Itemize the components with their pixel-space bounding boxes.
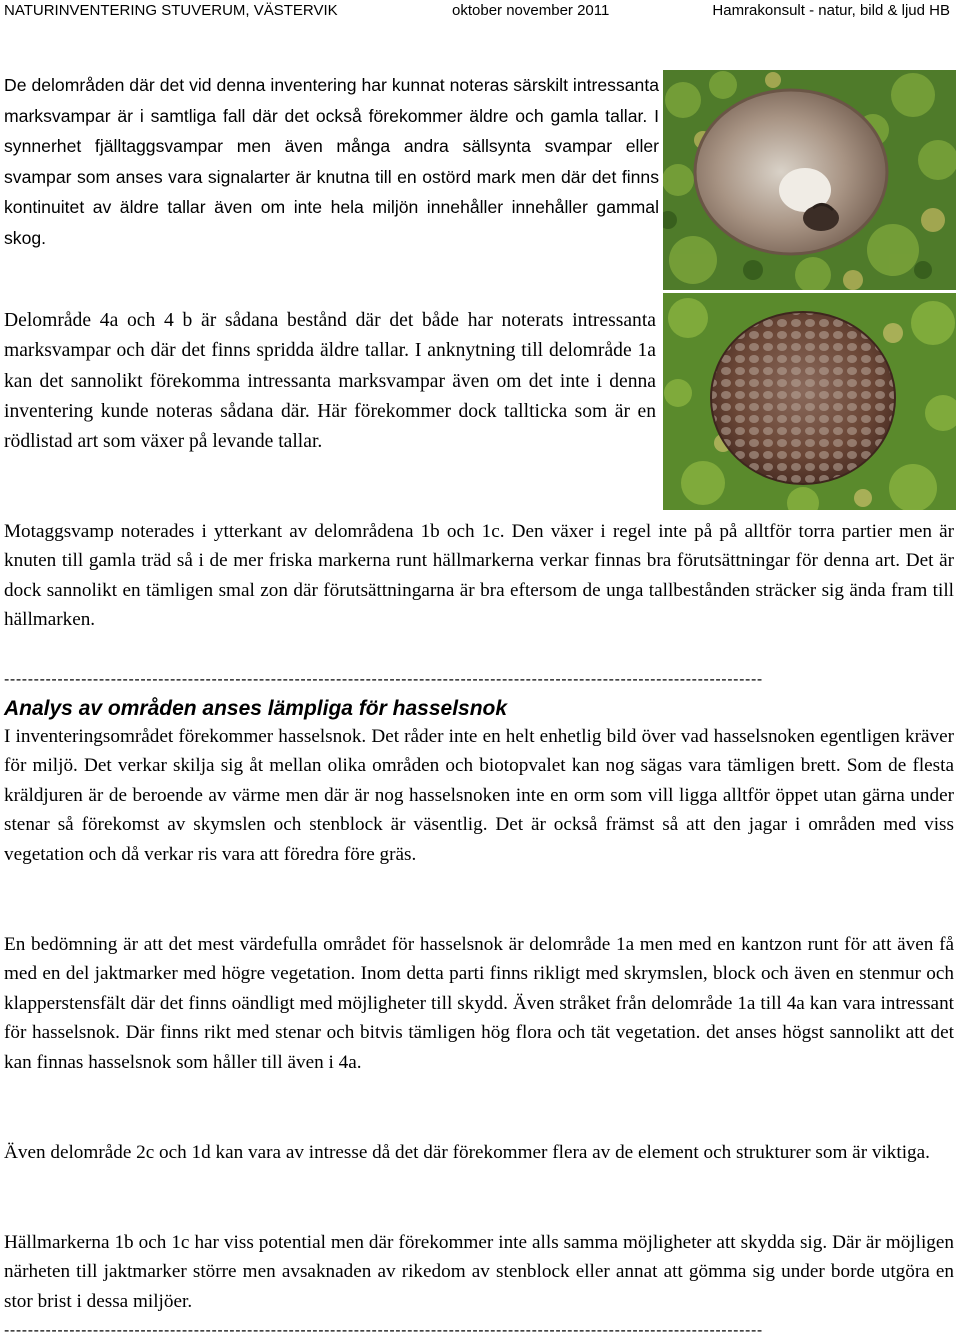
paragraph-7: Hällmarkerna 1b och 1c har viss potential men där förekommer inte alls samma möjligheter att skydda sig. Där är möjligen närheten till jaktmarker större men avsaknaden av rikedom av stenblock eller annat att gömma sig under borde utgöra en stor brist i dessa miljöer.	[4, 1232, 954, 1312]
mushroom-photo-top-image	[663, 70, 956, 290]
page-header	[0, 0, 960, 26]
paragraph-4: I inventeringsområdet förekommer hasselsnok. Det råder inte en helt enhetlig bild över vad hasselsnoken egentligen kräver för miljö. Det verkar skilja sig åt mellan olika områden och biotopvalet kan nog sägas vara tämligen brett. Som de flesta kräldjuren är de beroende av värme men där är nog hasselsnoken inte en orm som vill ligga alltför öppet utan gärna under stenar så förekomst av skymslen och stenblock är väsentlig. Det är också främst så att den jagar i områden med viss vegetation och då verkar ris vara att föredra före gräs.	[4, 726, 954, 865]
section-heading: Analys av områden anses lämpliga för hasselsnok	[4, 697, 508, 720]
divider-bottom: --------------------------------------------------------------------------------------------------------------------------------	[4, 1322, 763, 1339]
header-left: NATURINVENTERING STUVERUM, VÄSTERVIK	[4, 2, 338, 19]
mushroom-photo-top	[663, 70, 956, 290]
divider-top: --------------------------------------------------------------------------------------------------------------------------------	[4, 671, 763, 688]
paragraph-6: Även delområde 2c och 1d kan vara av intresse då det där förekommer flera av de element och strukturer som är viktiga.	[4, 1142, 930, 1163]
header-date: oktober november 2011	[452, 2, 610, 19]
paragraph-1: De delområden där det vid denna inventering har kunnat noteras särskilt intressanta marksvampar är i samtliga fall där det också förekommer äldre och gamla tallar. I synnerhet fjälltaggsvampar men även många andra sällsynta svampar eller svampar som anses vara signalarter är knutna till en ostörd mark men där det finns kontinuitet av äldre tallar även om inte hela miljön innehåller innehåller gammal skog.	[4, 75, 659, 248]
paragraph-3: Motaggsvamp noterades i ytterkant av delområdena 1b och 1c. Den växer i regel inte på på alltför torra partier men är knuten till gamla träd så i de mer friska markerna runt hällmarkerna verkar finnas bra förutsättningar för denna art. Det är dock sannolikt en tämligen smal zon där förutsättningarna är bra eftersom de unga tallbestånden sträcker sig ända fram till hällmarken.	[4, 521, 954, 631]
mushroom-photo-bottom	[663, 293, 956, 510]
header-right: Hamrakonsult - natur, bild & ljud HB	[712, 2, 950, 19]
mushroom-photo-bottom-image	[663, 293, 956, 510]
paragraph-2: Delområde 4a och 4 b är sådana bestånd där det både har noterats intressanta marksvampar och där det finns spridda äldre tallar. I anknytning till delområde 1a kan det sannolikt förekomma intressanta marksvampar även om det inte i denna inventering kunde noteras sådana där. Här förekommer dock tallticka som är en rödlistad art som växer på levande tallar.	[4, 310, 656, 453]
paragraph-5: En bedömning är att det mest värdefulla området för hasselsnok är delområde 1a men med en kantzon runt för att även få med en del jaktmarker med högre vegetation. Inom detta parti finns rikligt med skrymslen, block och även en stenmur och klapperstensfält där det finns oändligt med möjligheter till skydd. Även stråket från delområde 1a till 4a kan vara intressant för hasselsnok. Där finns rikt med stenar och bitvis tämligen hög flora och tät vegetation. det anses högst sannolikt att det kan finnas hasselsnok som håller till även i 4a.	[4, 934, 954, 1073]
